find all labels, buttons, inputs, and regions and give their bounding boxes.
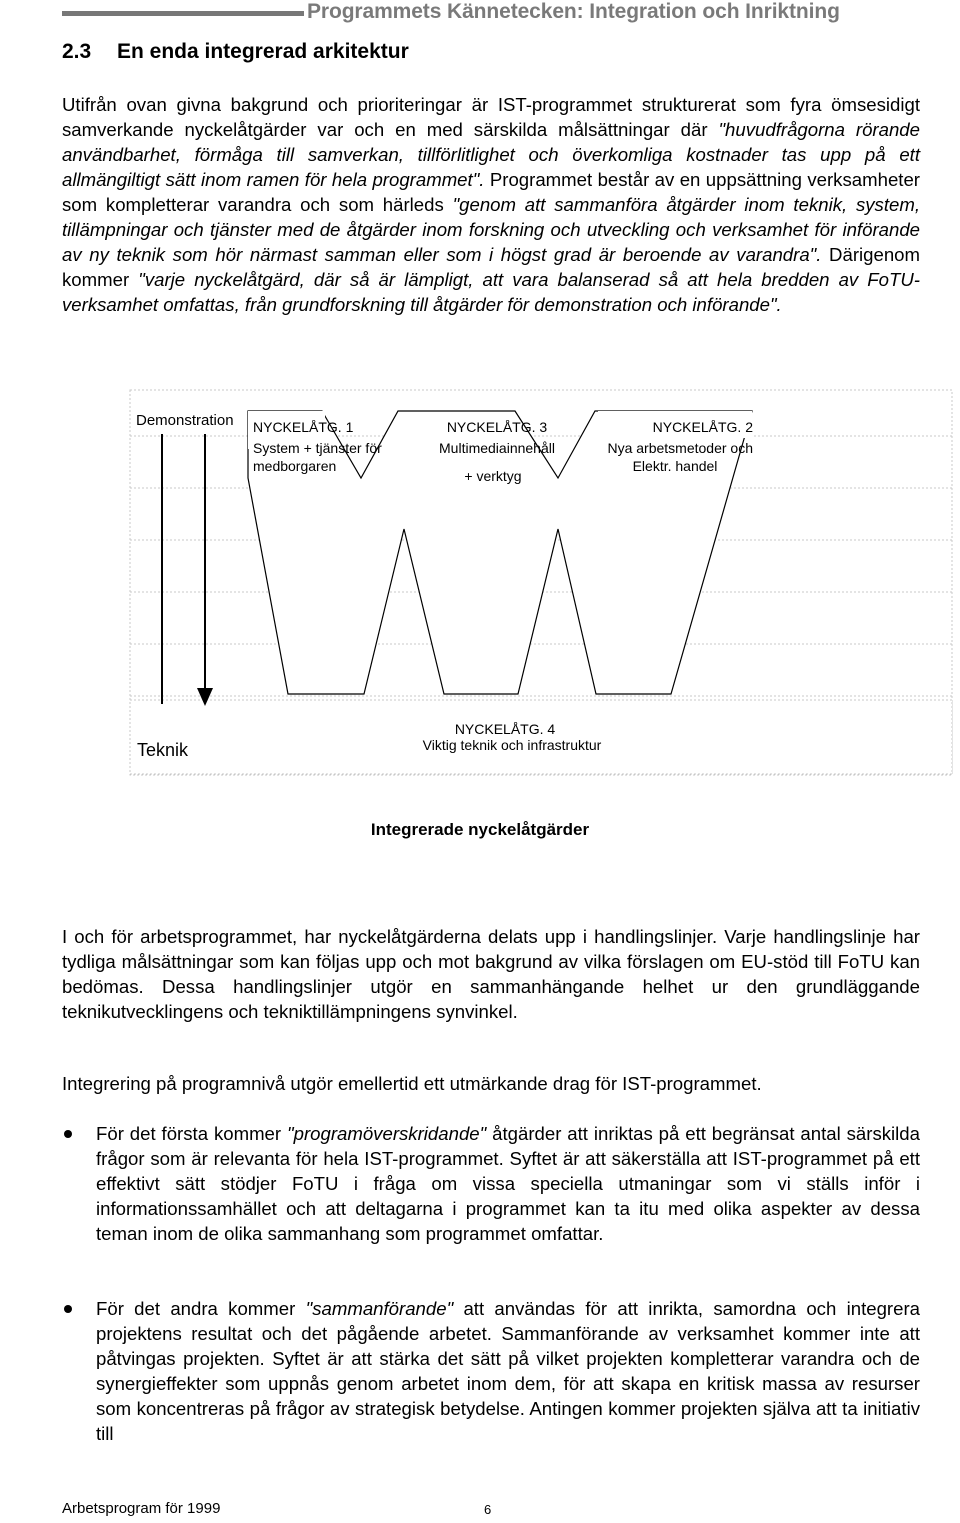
na3-line1: Multimediainnehåll <box>439 440 555 456</box>
na3-title: NYCKELÅTG. 3 <box>446 419 548 435</box>
bullet2-pre: För det andra kommer <box>96 1298 306 1319</box>
bullet1-pre: För det första kommer <box>96 1123 287 1144</box>
bullet-dot-icon <box>64 1130 72 1138</box>
footer-document-title: Arbetsprogram för 1999 <box>62 1500 221 1517</box>
bullet-dot-icon <box>64 1305 72 1313</box>
bullet-text <box>96 1296 920 1446</box>
page-number: 6 <box>484 1502 492 1517</box>
integration-paragraph: Integrering på programnivå utgör emellertid ett utmärkande drag för IST-programmet. <box>62 1073 762 1094</box>
na2-line1: Nya arbetsmetoder och <box>607 440 753 456</box>
na4-title: NYCKELÅTG. 4 <box>454 721 556 737</box>
na2-title: NYCKELÅTG. 2 <box>652 419 753 435</box>
bullet2-em: "sammanförande" <box>305 1298 454 1319</box>
intro-quote-3: "varje nyckelåtgärd, där så är lämpligt, att vara balanserad så att hela bredden av FoTU-verksamhet omfattas, från grundforskning till åtgärder för demonstration och införande". <box>62 269 920 315</box>
demonstration-label: Demonstration <box>136 412 234 429</box>
intro-text-2: Programmet består av en uppsättning verksamheter som kompletterar varandra och som härleds <box>62 169 920 215</box>
intro-text-1: Utifrån ovan givna bakgrund och prioriteringar är IST-programmet strukturerat som fyra ömsesidigt samverkande nyckelåtgärder var och en med särskilda målsättningar där <box>62 94 920 140</box>
intro-text-3: Därigenom kommer <box>62 244 920 290</box>
bullet-text <box>96 1121 920 1246</box>
intro-quote-1: "huvudfrågorna rörande användbarhet, förmåga till samverkan, tillförlitlighet och överkomliga kostnader tas upp på ett allmängiltigt sätt inom ramen för hela programmet". <box>62 119 920 190</box>
technology-label: Teknik <box>137 740 189 760</box>
diagram-caption: Integrerade nyckelåtgärder <box>370 820 590 839</box>
running-header: Programmets Kännetecken: Integration och Inriktning <box>307 0 840 23</box>
bullet2-post: att användas för att inrikta, samordna och integrera projektens resultat och det pågående arbetet. Sammanförande av verksamhet kommer inte att påtvingas projekten. Syftet är att stärka det sätt på vilket projekten kompletterar varandra och de synergieffekter som uppnås genom arbetet inom dem, för att skapa en kritisk massa av resurser som koncentreras på frågor av strategisk betydelse. Antingen kommer projekten själva att ta initiativ till <box>96 1298 920 1444</box>
na1-line2: medborgaren <box>253 458 337 474</box>
na4-line1: Viktig teknik och infrastruktur <box>422 737 602 753</box>
bullet1-post: åtgärder att inriktas på ett begränsat antal särskilda frågor som är relevanta för hela IST-programmet. Syftet är att säkerställa att IST-programmet på ett effektivt sätt stödjer FoTU i fråga om vissa speciella utmaningar som vi ställs inför i informationssamhället och att deltagarna i programmet kan ta itu med olika aspekter av dessa teman inom de olika sammanhang som programmet omfattar. <box>96 1123 920 1244</box>
intro-quote-2: "genom att sammanföra åtgärder inom teknik, system, tillämpningar och tjänster med de åtgärder inom forskning och utveckling och verksamhet för införande av ny teknik som hör närmast samman eller som i högst grad är beroende av varandra". <box>62 194 920 265</box>
na1-line1: System + tjänster för <box>253 440 382 456</box>
section-number: 2.3 <box>62 40 92 63</box>
na2-line2: Elektr. handel <box>632 458 718 474</box>
section-title: En enda integrerad arkitektur <box>117 40 409 63</box>
bullet1-em: "programöverskridande" <box>287 1123 487 1144</box>
na3-line2: + verktyg <box>464 468 522 484</box>
action-lines-paragraph: I och för arbetsprogrammet, har nyckelåtgärderna delats upp i handlingslinjer. Varje handlingslinje har tydliga målsättningar som kan följas upp och mot bakgrund av vilka förslagen om EU-stöd till FoTU kan bedömas. Dessa handlingslinjer utgör en sammanhängande helhet ur den grundläggande teknikutvecklingens och tekniktillämpningens synvinkel. <box>62 926 920 1022</box>
na1-title: NYCKELÅTG. 1 <box>253 419 354 435</box>
